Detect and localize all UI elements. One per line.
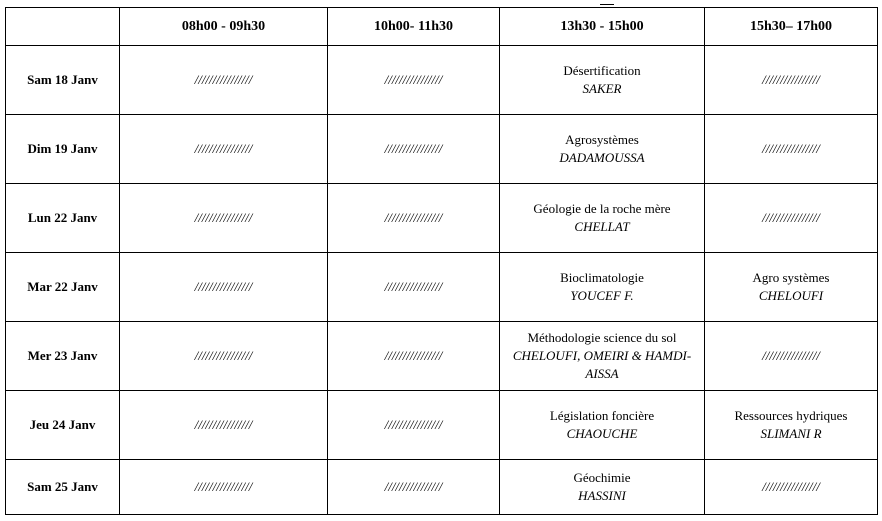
course-cell	[500, 46, 705, 115]
slot-header-1: 08h00 - 09h30	[120, 8, 328, 46]
teacher-name: CHELOUFI, OMEIRI & HAMDI-AISSA	[512, 348, 692, 381]
course-cell	[500, 460, 705, 515]
course-title: Agro systèmes	[752, 270, 830, 285]
course-title: Géochimie	[573, 470, 631, 485]
course-cell	[500, 391, 705, 460]
empty-slot: ////////////////	[120, 184, 328, 253]
schedule-table	[5, 7, 878, 515]
course-cell	[500, 253, 705, 322]
empty-slot: ////////////////	[328, 46, 500, 115]
day-label: Jeu 24 Janv	[6, 391, 120, 460]
day-label: Mar 22 Janv	[6, 253, 120, 322]
course-cell	[705, 391, 878, 460]
teacher-name: DADAMOUSSA	[559, 150, 645, 165]
course-title: Bioclimatologie	[560, 270, 644, 285]
corner-cell	[6, 8, 120, 46]
teacher-name: HASSINI	[578, 488, 626, 503]
teacher-name: YOUCEF F.	[570, 288, 634, 303]
header-row	[6, 8, 878, 46]
teacher-name: CHAOUCHE	[566, 426, 638, 441]
course-cell	[500, 115, 705, 184]
course-title: Méthodologie science du sol	[527, 330, 677, 345]
header-fragment-mark	[600, 0, 614, 5]
table-row	[6, 253, 878, 322]
empty-slot: ////////////////	[328, 115, 500, 184]
course-title: Désertification	[563, 63, 641, 78]
slot-header-3: 13h30 - 15h00	[500, 8, 705, 46]
day-label: Sam 18 Janv	[6, 46, 120, 115]
teacher-name: SAKER	[582, 81, 622, 96]
empty-slot: ////////////////	[705, 115, 878, 184]
day-label: Sam 25 Janv	[6, 460, 120, 515]
empty-slot: ////////////////	[120, 322, 328, 391]
teacher-name: SLIMANI R	[760, 426, 822, 441]
course-title: Géologie de la roche mère	[533, 201, 671, 216]
empty-slot: ////////////////	[705, 46, 878, 115]
empty-slot: ////////////////	[705, 184, 878, 253]
course-cell	[500, 322, 705, 391]
empty-slot: ////////////////	[328, 460, 500, 515]
slot-header-4: 15h30– 17h00	[705, 8, 878, 46]
course-title: Législation foncière	[549, 408, 655, 423]
course-title: Ressources hydriques	[734, 408, 848, 423]
empty-slot: ////////////////	[120, 46, 328, 115]
course-title: Agrosystèmes	[565, 132, 639, 147]
empty-slot: ////////////////	[120, 391, 328, 460]
table-row	[6, 391, 878, 460]
course-cell	[705, 253, 878, 322]
table-row	[6, 115, 878, 184]
table-row	[6, 322, 878, 391]
teacher-name: CHELOUFI	[758, 288, 824, 303]
teacher-name: CHELLAT	[574, 219, 630, 234]
empty-slot: ////////////////	[705, 322, 878, 391]
empty-slot: ////////////////	[705, 460, 878, 515]
empty-slot: ////////////////	[328, 184, 500, 253]
empty-slot: ////////////////	[120, 253, 328, 322]
day-label: Lun 22 Janv	[6, 184, 120, 253]
day-label: Dim 19 Janv	[6, 115, 120, 184]
empty-slot: ////////////////	[328, 253, 500, 322]
slot-header-2: 10h00- 11h30	[328, 8, 500, 46]
table-row	[6, 184, 878, 253]
empty-slot: ////////////////	[328, 322, 500, 391]
day-label: Mer 23 Janv	[6, 322, 120, 391]
course-cell	[500, 184, 705, 253]
table-row	[6, 460, 878, 515]
empty-slot: ////////////////	[120, 115, 328, 184]
table-row	[6, 46, 878, 115]
empty-slot: ////////////////	[328, 391, 500, 460]
empty-slot: ////////////////	[120, 460, 328, 515]
